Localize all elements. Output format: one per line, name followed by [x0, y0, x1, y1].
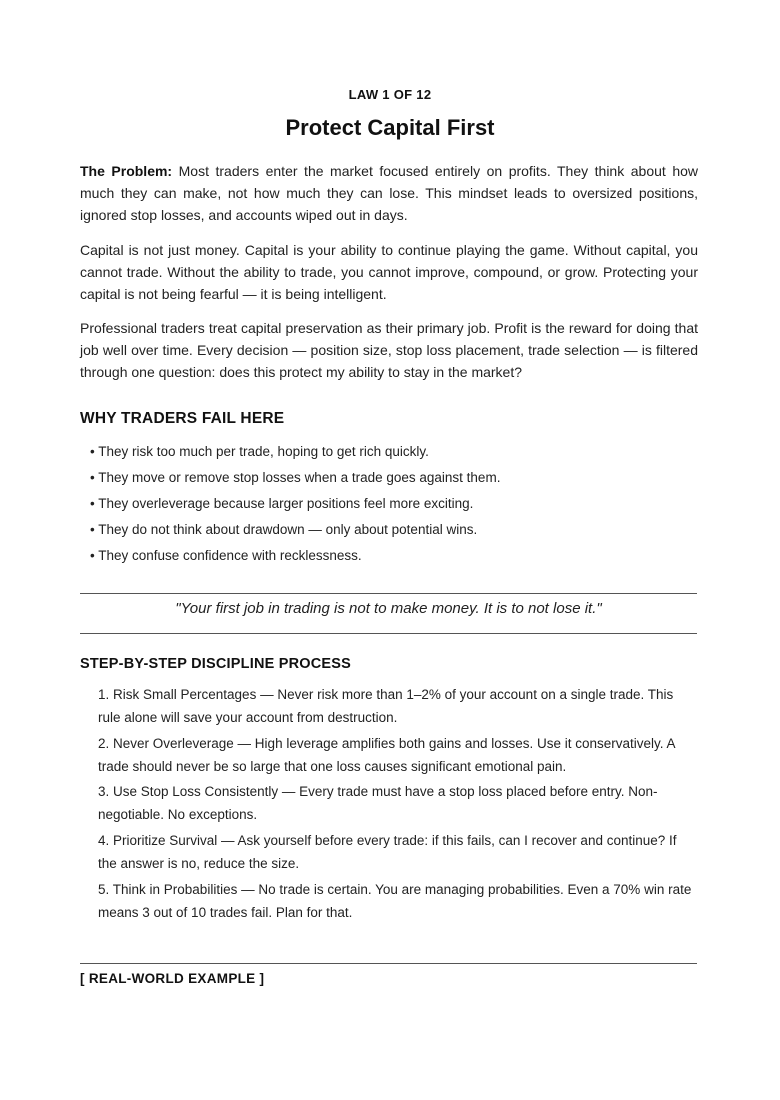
problem-paragraph	[80, 160, 698, 226]
list-item: • They move or remove stop losses when a trade goes against them.	[90, 470, 501, 485]
list-item: • They risk too much per trade, hoping to get rich quickly.	[90, 444, 429, 459]
process-steps-list	[98, 684, 698, 928]
why-fail-list	[90, 439, 500, 569]
page-title: Protect Capital First	[285, 115, 495, 140]
process-step: 5. Think in Probabilities — No trade is certain. You are managing probabilities. Even a 70% win rate means 3 out of 10 trades fail. Plan for that.	[98, 882, 692, 920]
quote-divider-top	[80, 593, 697, 594]
law-number-label: LAW 1 OF 12	[348, 87, 432, 102]
pull-quote: "Your first job in trading is not to make money. It is to not lose it."	[175, 600, 602, 617]
list-item: • They overleverage because larger positions feel more exciting.	[90, 496, 474, 511]
list-item: • They do not think about drawdown — only about potential wins.	[90, 522, 478, 537]
why-fail-heading: WHY TRADERS FAIL HERE	[80, 410, 285, 427]
process-heading: STEP-BY-STEP DISCIPLINE PROCESS	[80, 656, 352, 672]
process-step: 3. Use Stop Loss Consistently — Every trade must have a stop loss placed before entry. Non-negotiable. No exceptions.	[98, 784, 658, 822]
process-step: 2. Never Overleverage — High leverage amplifies both gains and losses. Use it conservatively. A trade should never be so large that one loss causes significant emotional pain.	[98, 736, 675, 774]
problem-label: The Problem:	[80, 163, 173, 179]
quote-divider-bottom	[80, 633, 697, 634]
process-step: 4. Prioritize Survival — Ask yourself before every trade: if this fails, can I recover and continue? If the answer is no, reduce the size.	[98, 833, 677, 871]
list-item: • They confuse confidence with recklessness.	[90, 548, 362, 563]
example-divider	[80, 963, 697, 964]
capital-paragraph: Capital is not just money. Capital is your ability to continue playing the game. Without capital, you cannot trade. Without the ability to trade, you cannot improve, compound, or grow. Protecting your capital is not being fearful — it is being intelligent.	[80, 242, 698, 302]
professional-paragraph: Professional traders treat capital preservation as their primary job. Profit is the reward for doing that job well over time. Every decision — position size, stop loss placement, trade selection — is filtered through one question: does this protect my ability to stay in the market?	[80, 320, 698, 380]
problem-text: Most traders enter the market focused entirely on profits. They think about how much they can make, not how much they can lose. This mindset leads to oversized positions, ignored stop losses, and accounts wiped out in days.	[80, 163, 698, 223]
process-step: 1. Risk Small Percentages — Never risk more than 1–2% of your account on a single trade. This rule alone will save your account from destruction.	[98, 687, 674, 725]
example-heading: [ REAL-WORLD EXAMPLE ]	[80, 971, 265, 986]
